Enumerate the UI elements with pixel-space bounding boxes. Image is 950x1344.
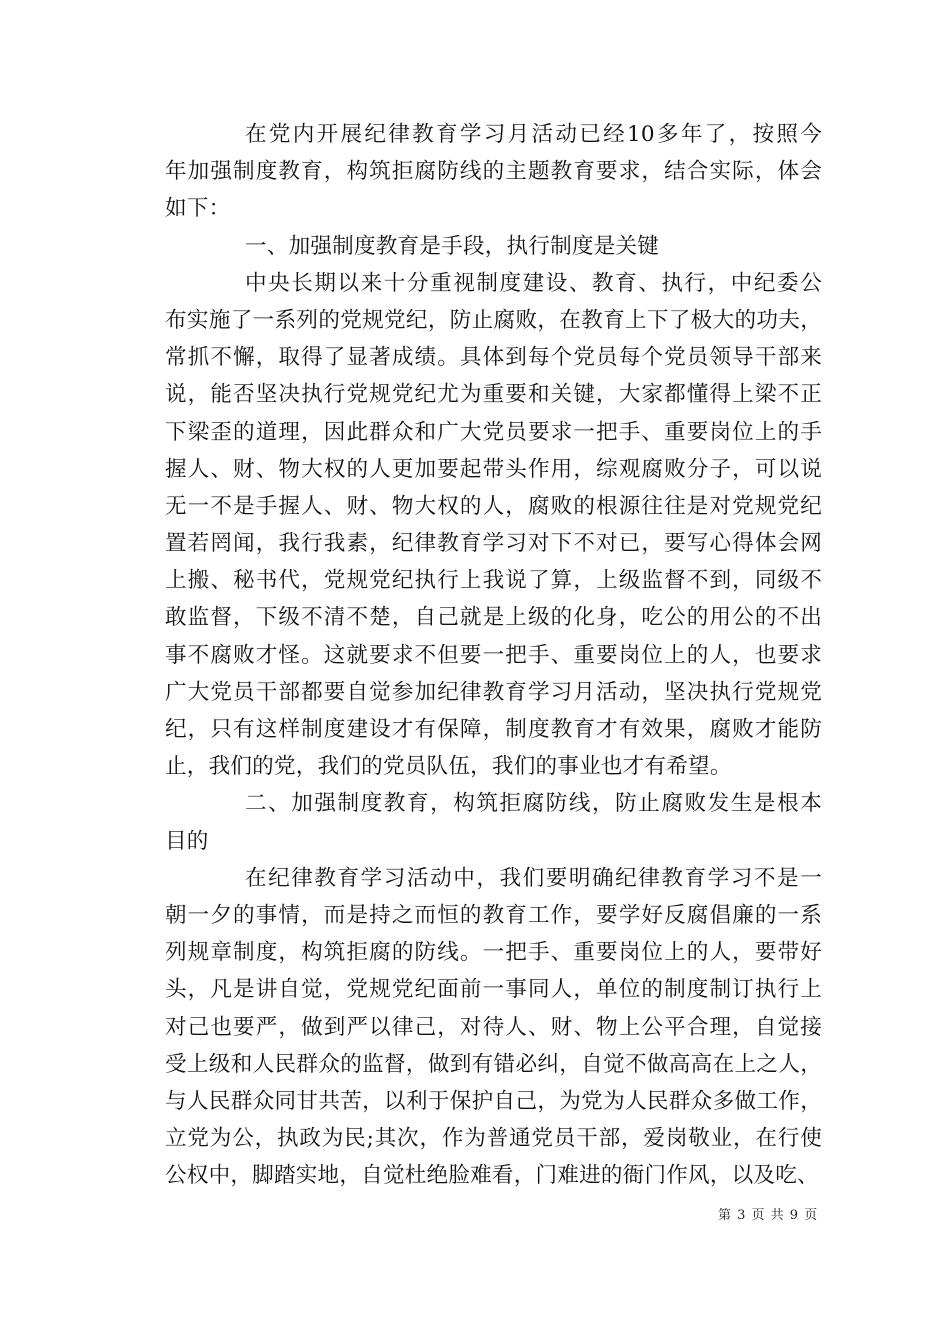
- text-line: 立党为公，执政为民;其次，作为普通党员干部，爱岗敬业，在行使: [165, 1126, 822, 1152]
- paragraph: [165, 265, 822, 786]
- text-line: 事不腐败才怪。这就要求不但要一把手、重要岗位上的人，也要求: [165, 642, 822, 668]
- text-line: 说，能否坚决执行党规党纪尤为重要和关键，大家都懂得上梁不正: [165, 382, 822, 408]
- text-line: 纪，只有这样制度建设才有保障，制度教育才有效果，腐败才能防: [165, 717, 822, 742]
- text-line: 在纪律教育学习活动中，我们要明确纪律教育学习不是一: [245, 865, 822, 891]
- page-number-footer: 第 3 页 共 9 页: [718, 1208, 819, 1223]
- text-line: 握人、财、物大权的人更加要起带头作用，综观腐败分子，可以说: [165, 456, 822, 482]
- text-line: 广大党员干部都要自觉参加纪律教育学习月活动，坚决执行党规党: [165, 679, 822, 705]
- text-line: 在党内开展纪律教育学习月活动已经10多年了，按照今: [245, 122, 822, 147]
- text-line: 与人民群众同甘共苦，以利于保护自己，为党为人民群众多做工作，: [165, 1088, 822, 1114]
- text-line: 受上级和人民群众的监督，做到有错必纠，自觉不做高高在上之人，: [165, 1051, 822, 1077]
- paragraph: [165, 860, 822, 1195]
- text-line: 朝一夕的事情，而是持之而恒的教育工作，要学好反腐倡廉的一系: [165, 902, 822, 928]
- text-line: 下梁歪的道理，因此群众和广大党员要求一把手、重要岗位上的手: [165, 419, 822, 445]
- text-line: 一、加强制度教育是手段，执行制度是关键: [245, 233, 660, 259]
- text-line: 止，我们的党，我们的党员队伍，我们的事业也才有希望。: [165, 754, 732, 780]
- text-line: 置若罔闻，我行我素，纪律教育学习对下不对已，要写心得体会网: [165, 531, 822, 557]
- section-heading: [165, 228, 822, 265]
- text-line: 敢监督，下级不清不楚，自己就是上级的化身，吃公的用公的不出: [165, 605, 822, 631]
- text-line: 布实施了一系列的党规党纪，防止腐败，在教育上下了极大的功夫，: [165, 307, 822, 333]
- text-line: 头，凡是讲自觉，党规党纪面前一事同人，单位的制度制订执行上: [165, 977, 822, 1003]
- text-line: 年加强制度教育，构筑拒腐防线的主题教育要求，结合实际，体会: [165, 159, 822, 185]
- section-heading: [165, 785, 822, 859]
- text-line: 常抓不懈，取得了显著成绩。具体到每个党员每个党员领导干部来: [165, 345, 822, 371]
- text-line: 公权中，脚踏实地，自觉杜绝脸难看，门难进的衙门作风，以及吃、: [165, 1163, 819, 1189]
- text-line: 中央长期以来十分重视制度建设、教育、执行，中纪委公: [245, 270, 822, 296]
- text-line: 无一不是手握人、财、物大权的人，腐败的根源往往是对党规党纪: [165, 493, 822, 519]
- text-line: 如下：: [165, 196, 231, 222]
- paragraph: [165, 116, 822, 228]
- text-line: 目的: [165, 828, 209, 854]
- document-body: [165, 116, 822, 1194]
- text-line: 列规章制度，构筑拒腐的防线。一把手、重要岗位上的人，要带好: [165, 940, 822, 966]
- text-line: 二、加强制度教育，构筑拒腐防线，防止腐败发生是根本: [245, 791, 822, 817]
- text-line: 上搬、秘书代，党规党纪执行上我说了算，上级监督不到，同级不: [165, 568, 822, 594]
- text-line: 对己也要严，做到严以律己，对待人、财、物上公平合理，自觉接: [165, 1014, 822, 1040]
